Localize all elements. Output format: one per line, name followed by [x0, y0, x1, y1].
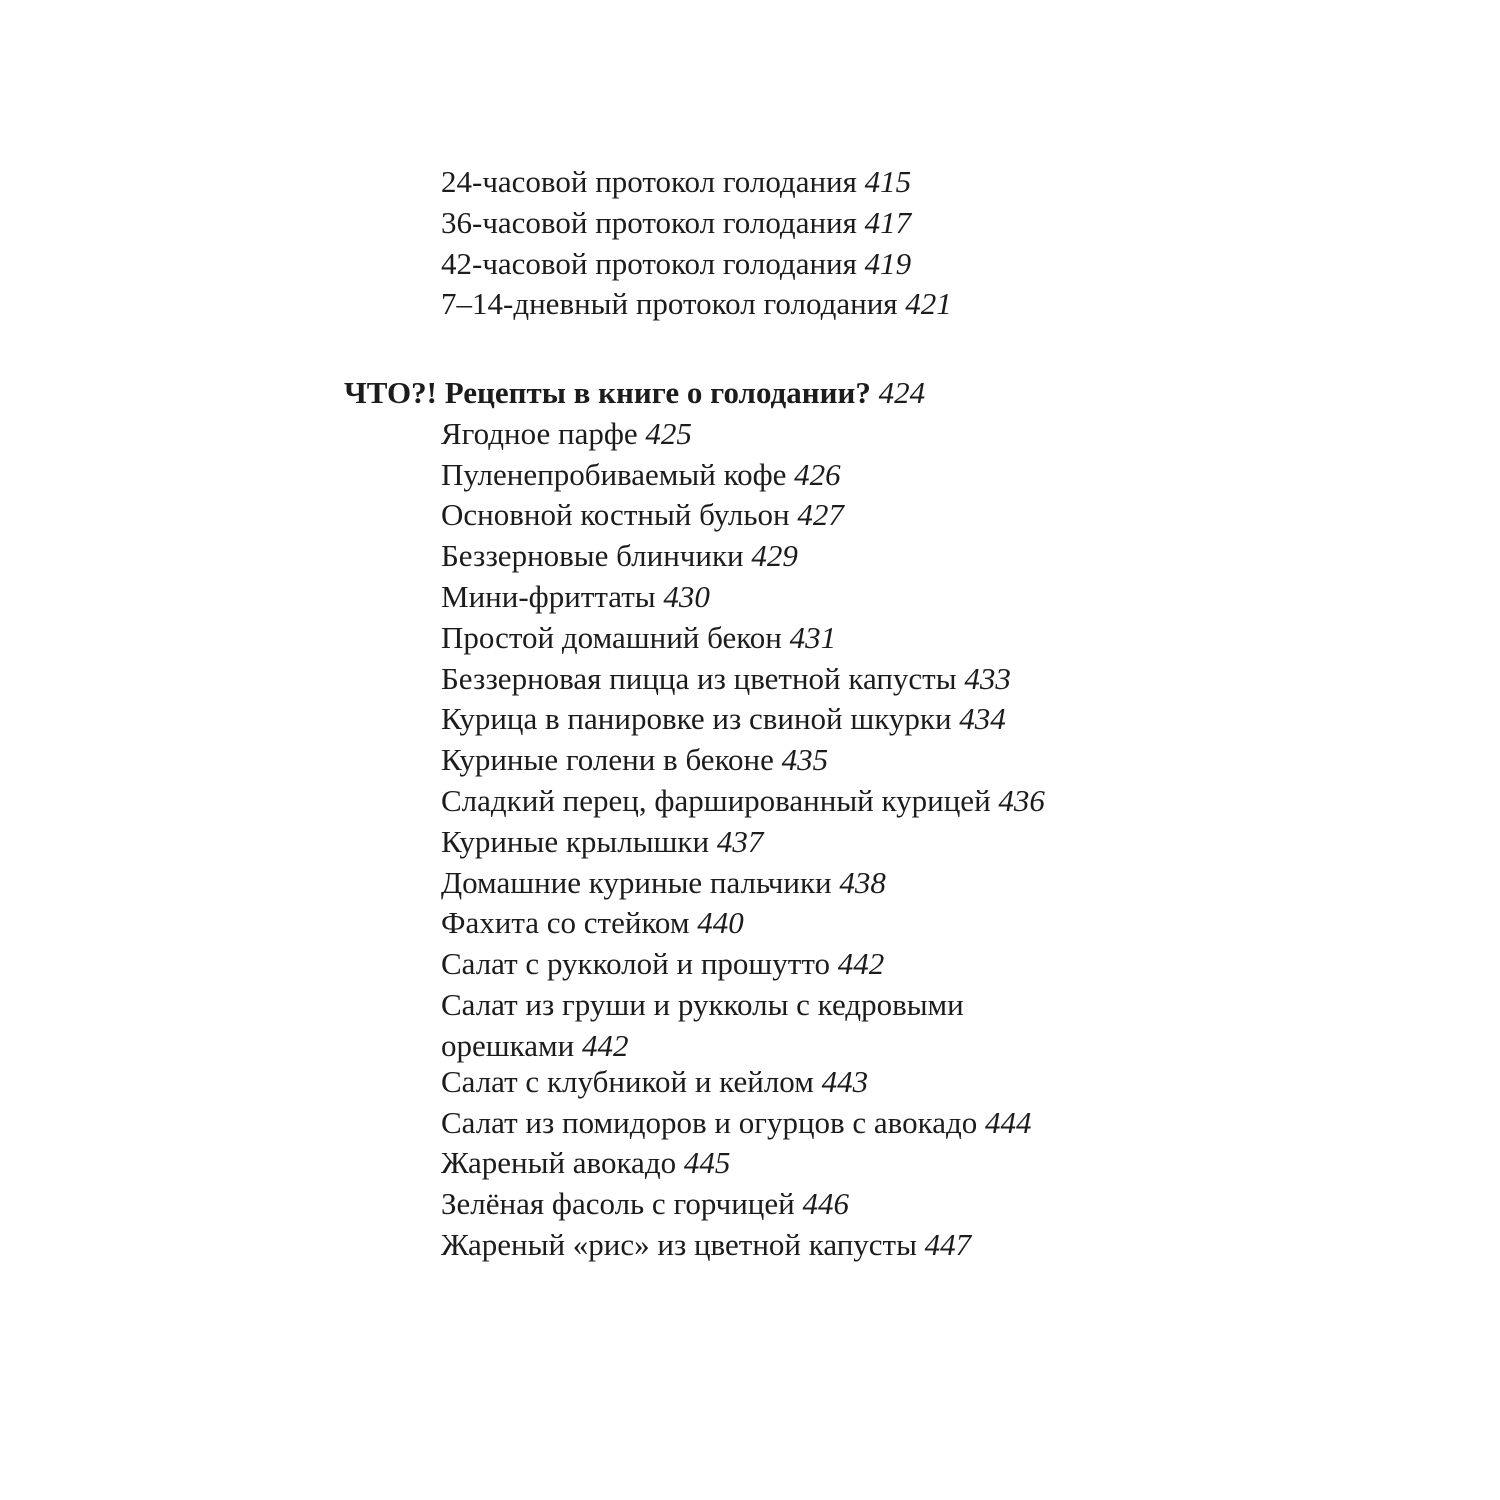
entry-title: Зелёная фасоль с горчицей	[441, 1186, 795, 1221]
toc-entry	[441, 780, 1045, 821]
entry-page-number: 425	[645, 416, 692, 451]
chapter-heading	[344, 372, 925, 413]
toc-entry	[441, 413, 692, 454]
entry-title: Куриные крылышки	[441, 824, 710, 859]
toc-entry	[441, 1142, 730, 1183]
toc-entry	[441, 862, 886, 903]
entry-page-number: 442	[837, 946, 885, 981]
entry-page-number: 429	[751, 538, 798, 573]
entry-title: Основной костный бульон	[441, 497, 790, 532]
entry-page-number: 437	[716, 824, 764, 859]
entry-page-number: 427	[797, 497, 844, 532]
toc-entry	[441, 454, 841, 495]
entry-page-number: 426	[794, 457, 841, 492]
entry-title: Простой домашний бекон	[441, 620, 782, 655]
toc-entry	[441, 617, 836, 658]
entry-page-number: 435	[781, 742, 829, 777]
entry-page-number: 446	[802, 1186, 849, 1221]
entry-title: Салат из груши и рукколы с кедровыми орешками	[441, 987, 964, 1063]
entry-title: Салат с клубникой и кейлом	[441, 1064, 814, 1099]
entry-page-number: 417	[864, 205, 912, 240]
entry-page-number: 415	[864, 164, 912, 199]
toc-entry	[441, 283, 952, 324]
entry-title: Сладкий перец, фаршированный курицей	[441, 783, 991, 818]
entry-page-number: 436	[998, 783, 1045, 818]
toc-entry	[441, 535, 798, 576]
entry-page-number: 445	[683, 1145, 731, 1180]
entry-title: Мини-фриттаты	[441, 579, 656, 614]
entry-title: 7–14-дневный протокол голодания	[441, 286, 898, 321]
entry-page-number: 443	[821, 1064, 869, 1099]
entry-page-number: 442	[581, 1028, 629, 1063]
entry-title: Фахита со стейком	[441, 905, 690, 940]
entry-page-number: 421	[905, 286, 952, 321]
toc-entry	[441, 1183, 849, 1224]
entry-title: 36-часовой протокол голодания	[441, 205, 857, 240]
entry-page-number: 440	[697, 905, 744, 940]
toc-entry	[441, 243, 911, 284]
toc-entry	[441, 902, 744, 943]
entry-page-number: 444	[984, 1105, 1032, 1140]
entry-page-number: 438	[839, 865, 886, 900]
entry-page-number: 447	[924, 1227, 972, 1262]
toc-entry	[441, 161, 911, 202]
toc-entry	[441, 943, 884, 984]
entry-page-number: 431	[789, 620, 837, 655]
entry-title: Ягодное парфе	[441, 416, 638, 451]
toc-entry	[441, 202, 911, 243]
toc-entry	[441, 821, 763, 862]
entry-title: Пуленепробиваемый кофе	[441, 457, 787, 492]
toc-entry	[441, 984, 1061, 1066]
entry-title: Куриные голени в беконе	[441, 742, 774, 777]
entry-title: Салат из помидоров и огурцов с авокадо	[441, 1105, 978, 1140]
entry-title: Салат с рукколой и прошутто	[441, 946, 830, 981]
toc-entry	[441, 739, 828, 780]
entry-page-number: 434	[959, 701, 1006, 736]
entry-title: Беззерновые блинчики	[441, 538, 744, 573]
toc-entry	[441, 494, 844, 535]
entry-title: Беззерновая пицца из цветной капусты	[441, 661, 957, 696]
toc-entry	[441, 1102, 1031, 1143]
entry-title: 24-часовой протокол голодания	[441, 164, 857, 199]
entry-title: Домашние куриные пальчики	[441, 865, 832, 900]
toc-entry	[441, 658, 1011, 699]
entry-title: 42-часовой протокол голодания	[441, 246, 857, 281]
toc-entry	[441, 576, 710, 617]
chapter-page-number: 424	[878, 375, 926, 410]
entry-page-number: 419	[864, 246, 912, 281]
toc-entry	[441, 698, 1006, 739]
entry-page-number: 433	[964, 661, 1011, 696]
entry-title: Жареный авокадо	[441, 1145, 677, 1180]
toc-entry	[441, 1224, 971, 1265]
entry-title: Курица в панировке из свиной шкурки	[441, 701, 952, 736]
entry-page-number: 430	[663, 579, 710, 614]
entry-title: Жареный «рис» из цветной капусты	[441, 1227, 917, 1262]
toc-entry	[441, 1061, 868, 1102]
chapter-title: ЧТО?! Рецепты в книге о голодании?	[344, 375, 871, 410]
